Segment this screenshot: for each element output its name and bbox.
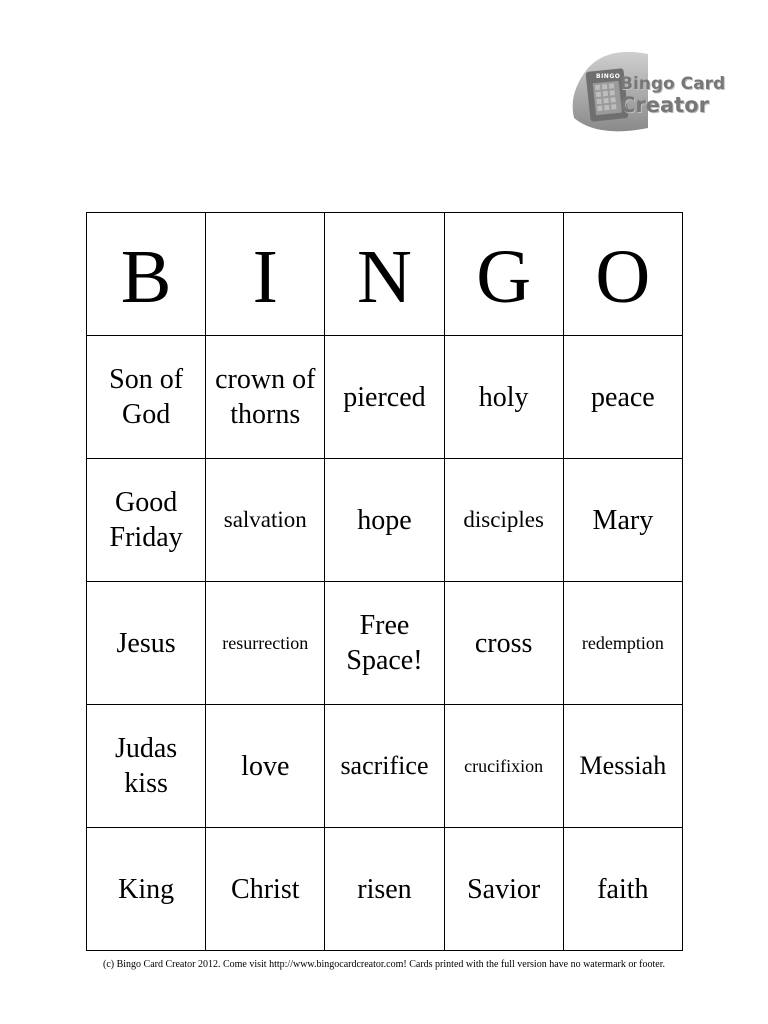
header-letter-o: O [563,213,682,336]
logo-tiny-text: BINGO [596,73,621,80]
bingo-cell: holy [444,336,563,459]
bingo-card-grid [86,212,683,951]
bingo-cell: risen [325,828,444,951]
bingo-cell: cross [444,582,563,705]
header-letter-g: G [444,213,563,336]
bingo-cell: salvation [206,459,325,582]
bingo-cell: disciples [444,459,563,582]
bingo-cell: Son of God [87,336,206,459]
header-letter-i: I [206,213,325,336]
logo-text-line1: Bingo Card [620,74,726,94]
bingo-cell: Jesus [87,582,206,705]
bingo-cell: King [87,828,206,951]
bingo-row-3 [87,582,683,705]
bingo-cell: crucifixion [444,705,563,828]
bingo-header-row [87,213,683,336]
bingo-cell: faith [563,828,682,951]
bingo-cell: Messiah [563,705,682,828]
bingo-cell: Good Friday [87,459,206,582]
bingo-cell: pierced [325,336,444,459]
bingo-cell: peace [563,336,682,459]
bingo-cell: Mary [563,459,682,582]
bingo-card-creator-logo [568,48,726,134]
bingo-cell: resurrection [206,582,325,705]
bingo-cell: hope [325,459,444,582]
header-letter-b: B [87,213,206,336]
bingo-cell: love [206,705,325,828]
bingo-cell: Savior [444,828,563,951]
bingo-cell: sacrifice [325,705,444,828]
bingo-row-2 [87,459,683,582]
bingo-cell: Judas kiss [87,705,206,828]
bingo-row-4 [87,705,683,828]
footer-copyright: (c) Bingo Card Creator 2012. Come visit http://www.bingocardcreator.com! Cards printed with the full version have no watermark or footer. [103,959,665,970]
bingo-cell: crown of thorns [206,336,325,459]
bingo-row-5 [87,828,683,951]
bingo-row-1 [87,336,683,459]
header-letter-n: N [325,213,444,336]
bingo-cell: redemption [563,582,682,705]
bingo-cell: Christ [206,828,325,951]
free-space-cell: Free Space! [325,582,444,705]
logo-text-line2: Creator [620,93,710,117]
